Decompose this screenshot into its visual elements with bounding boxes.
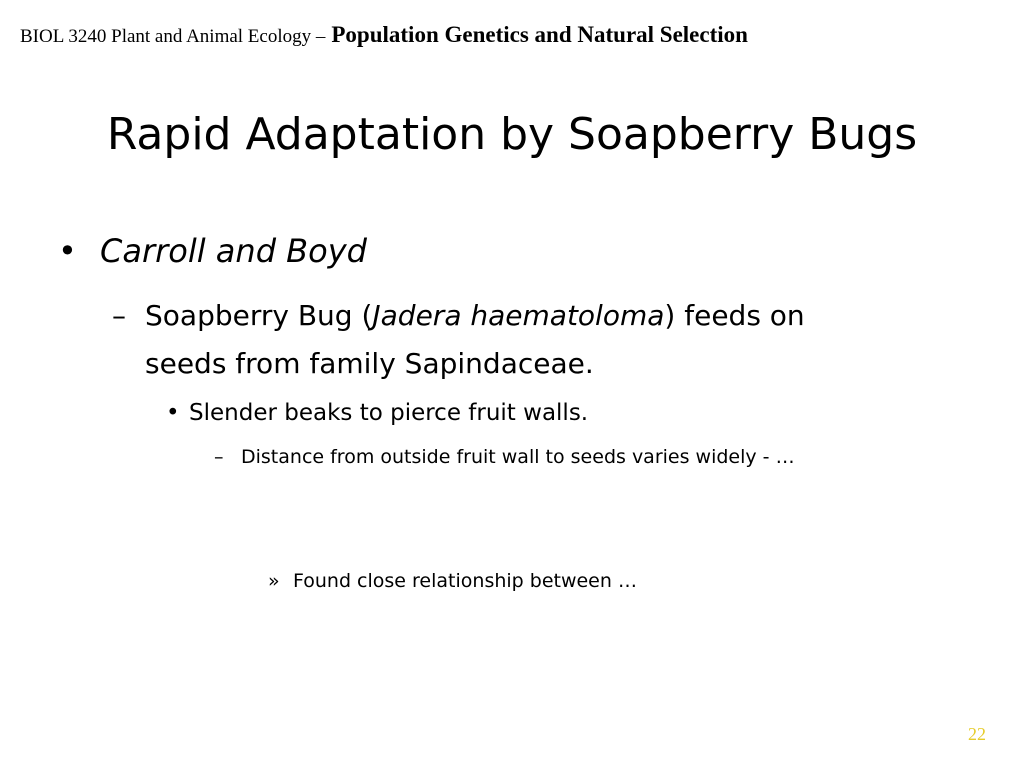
bullet-guillemet-icon: » bbox=[268, 570, 280, 592]
bullet-level-4 bbox=[214, 442, 795, 472]
bullet-level-1 bbox=[58, 228, 367, 274]
slide-header bbox=[20, 22, 748, 48]
lecture-topic: Population Genetics and Natural Selection bbox=[331, 22, 748, 47]
bullet-text: Found close relationship between … bbox=[293, 570, 637, 592]
bullet-level-5 bbox=[268, 566, 637, 596]
bullet-text-start: Soapberry Bug ( bbox=[145, 299, 373, 332]
bullet-text-continuation: seeds from family Sapindaceae. bbox=[145, 347, 594, 380]
bullet-dot-icon: • bbox=[58, 232, 77, 270]
bullet-text: Distance from outside fruit wall to seeds varies widely - … bbox=[241, 446, 795, 468]
bullet-text: Slender beaks to pierce fruit walls. bbox=[189, 400, 589, 426]
bullet-dash-icon: – bbox=[112, 299, 126, 332]
course-title: BIOL 3240 Plant and Animal Ecology – bbox=[20, 26, 326, 47]
slide-title: Rapid Adaptation by Soapberry Bugs bbox=[106, 109, 918, 160]
bullet-level-3 bbox=[166, 396, 588, 430]
bullet-dash-icon: – bbox=[214, 446, 224, 468]
bullet-level-2 bbox=[112, 292, 805, 388]
bullet-text-end: ) feeds on bbox=[664, 299, 805, 332]
slide-page-number: 22 bbox=[968, 724, 986, 744]
bullet-text: Carroll and Boyd bbox=[100, 232, 367, 270]
species-name: Jadera haematoloma bbox=[372, 299, 665, 332]
bullet-dot-icon: • bbox=[166, 400, 180, 426]
